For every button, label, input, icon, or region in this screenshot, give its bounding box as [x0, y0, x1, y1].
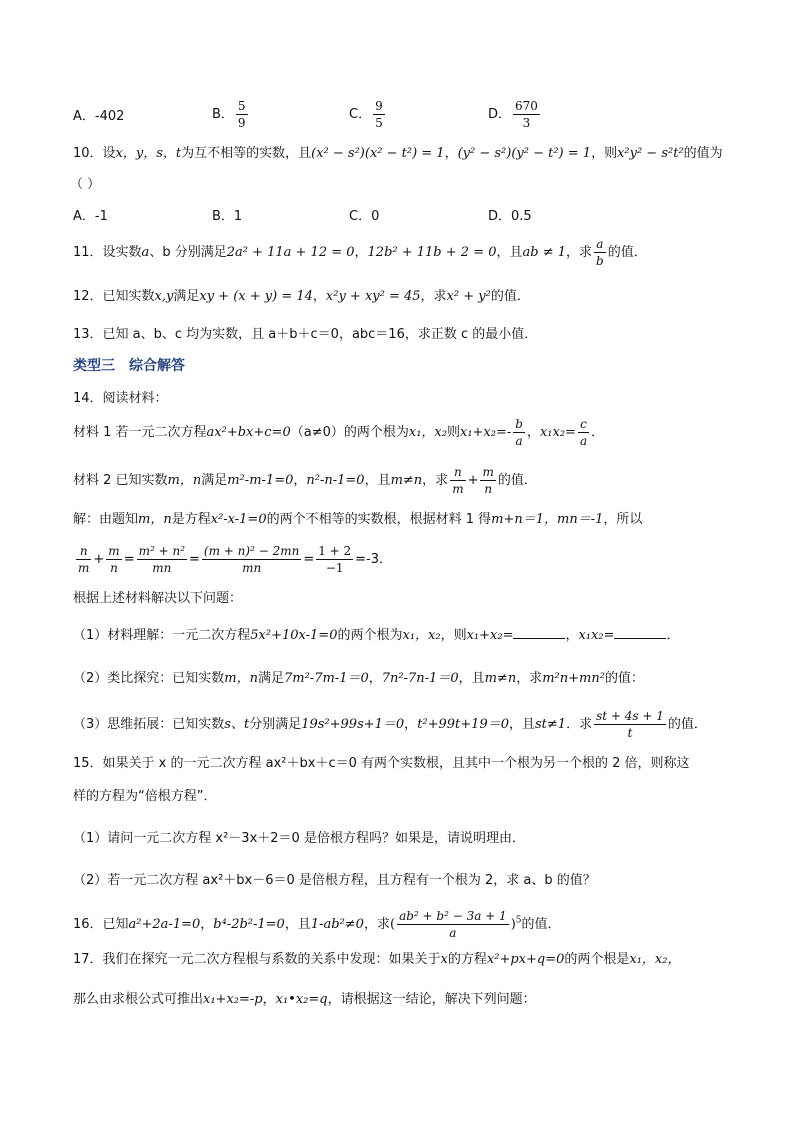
q9-option-d — [488, 100, 542, 129]
q9-option-c — [349, 100, 387, 129]
q14-material-1: 材料 1 若一元二次方程ax²+bx+c=0（a≠0）的两个根为x₁，x₂则x₁+x₂=- $\frac{b}{a}$ ，x₁x₂= $\frac{c}{a}$ ． — [73, 417, 605, 448]
q15-line-1: 15．如果关于 x 的一元二次方程 ax²＋bx＋c＝0 有两个实数根，且其中一个根为另一个根的 2 倍，则称这 — [73, 756, 690, 771]
q9-option-d-fraction: $\frac{670}{3}$ — [515, 99, 538, 130]
question-12: 12．已知实数x,y满足xy + (x + y) = 14，x²y + xy² = 45，求x² + y²的值． — [73, 289, 530, 304]
q10-option-b: B．1 — [212, 209, 243, 224]
q12-eq2: x²y + xy² = 45 — [325, 289, 421, 304]
q14-part-3: （3）思维拓展：已知实数s、t分别满足19s²+99s+1＝0，t²+99t+19＝0，且st≠1．求 $\frac{st + 4s + 1}{t}$ 的值． — [73, 709, 707, 740]
q14-solution: 解：由题知m，n是方程x²-x-1=0的两个不相等的实数根，根据材料 1 得m+n＝1，mn＝-1，所以 — [73, 512, 643, 527]
q17-line-1: 17．我们在探究一元二次方程根与系数的关系中发现：如果关于x的方程x²+px+q=0的两个根是x₁，x₂， — [73, 952, 681, 967]
q11-eq1: 2a² + 11a + 12 = 0 — [226, 245, 355, 260]
q12-eq1: xy + (x + y) = 14 — [199, 289, 313, 304]
q14-p1-blank-sum[interactable] — [513, 626, 565, 639]
q14-intro: 根据上述材料解决以下问题： — [73, 591, 243, 606]
section-heading: 类型三 综合解答 — [73, 358, 185, 374]
question-13: 13．已知 a、b、c 均为实数，且 a＋b＋c＝0，abc＝16，求正数 c 的最小值． — [73, 327, 538, 342]
q16-exponent: 5 — [515, 915, 522, 926]
q9-option-b — [212, 100, 250, 129]
q14-title: 14．阅读材料： — [73, 391, 168, 406]
q15-line-2: 样的方程为“倍根方程”． — [73, 789, 217, 804]
q9-option-a — [73, 108, 124, 126]
q10-option-a: A．-1 — [73, 209, 108, 224]
q10-option-c: C．0 — [349, 209, 380, 224]
q16-fraction: $\frac{\text{ab² + b² − 3a + 1}}{a}$ — [399, 909, 507, 940]
q11-fraction: $\frac{a}{b}$ — [596, 237, 604, 268]
q9-option-d-label: D． — [488, 107, 512, 122]
q14-m2-fraction-n-m: $\frac{n}{m}$ — [452, 465, 464, 496]
q9-option-a-text: A．-402 — [73, 109, 125, 124]
question-10: 10．设x，y，s，t为互不相等的实数，且(x² − s²)(x² − t²) = 1，(y² − s²)(y² − t²) = 1，则x²y² − s²t²的值为 — [73, 146, 723, 161]
q14-part-1: （1）材料理解：一元二次方程5x²+10x-1=0的两个根为x₁，x₂，则x₁+x₂= ，x₁x₂= ． — [73, 628, 680, 643]
q9-option-b-fraction: $\frac{5}{9}$ — [237, 99, 246, 130]
q15-part-2: （2）若一元二次方程 ax²＋bx－6＝0 是倍根方程，且方程有一个根为 2，求 a、b 的值？ — [73, 873, 596, 888]
q14-m1-fraction-b-a: $\frac{b}{a}$ — [515, 417, 523, 448]
q10-eq1: (x² − s²)(x² − t²) = 1 — [311, 146, 445, 161]
q10-eq2: (y² − s²)(y² − t²) = 1 — [457, 146, 592, 161]
q9-option-c-fraction: $\frac{9}{5}$ — [375, 99, 383, 130]
q10-vars: x，y，s，t — [115, 146, 182, 161]
q14-p1-blank-product[interactable] — [614, 626, 666, 639]
q10-option-d: D．0.5 — [488, 209, 532, 224]
q9-option-c-label: C． — [349, 107, 372, 122]
question-11: 11．设实数a、b 分别满足2a² + 11a + 12 = 0，12b² + 11b + 2 = 0，且ab ≠ 1，求 $\frac{a}{b}$ 的值． — [73, 237, 647, 268]
question-16: 16．已知a²+2a-1=0，b⁴-2b²-1=0，且1-ab²≠0，求( $\frac{\text{ab² + b² − 3a + 1}}{a}$ )$^5$的值． — [73, 909, 561, 940]
q9-option-b-label: B． — [212, 107, 234, 122]
q14-p3-fraction: $\frac{st + 4s + 1}{t}$ — [596, 709, 664, 740]
q14-calculation: $\frac{n}{m}$ + $\frac{m}{n}$ = $\frac{\text{m² + n²}}{mn}$ = $\frac{\text{(m + n)² − 2mn}}{mn}$ = $\frac{1 + 2}{-1}$ =-3． — [78, 544, 393, 575]
q10-expr: x²y² − s²t² — [617, 146, 684, 161]
q14-material-2: 材料 2 已知实数m，n满足m²-m-1=0，n²-n-1=0，且m≠n，求 $\frac{n}{m}$ + $\frac{m}{n}$ 的值． — [73, 465, 537, 496]
q14-m1-fraction-c-a: $\frac{c}{a}$ — [579, 417, 588, 448]
q17-line-2: 那么由求根公式可推出x₁+x₂=-p，x₁•x₂=q，请根据这一结论，解决下列问题： — [73, 992, 536, 1007]
q15-part-1: （1）请问一元二次方程 x²－3x＋2＝0 是倍根方程吗？如果是，请说明理由． — [73, 831, 525, 846]
q14-m2-fraction-m-n: $\frac{m}{n}$ — [482, 465, 494, 496]
q14-part-2: （2）类比探究：已知实数m，n满足7m²-7m-1＝0，7n²-7n-1＝0，且m≠n，求m²n+mn²的值： — [73, 671, 644, 686]
q10-answer-paren: （ ） — [70, 177, 101, 192]
q11-eq2: 12b² + 11b + 2 = 0 — [367, 245, 497, 260]
